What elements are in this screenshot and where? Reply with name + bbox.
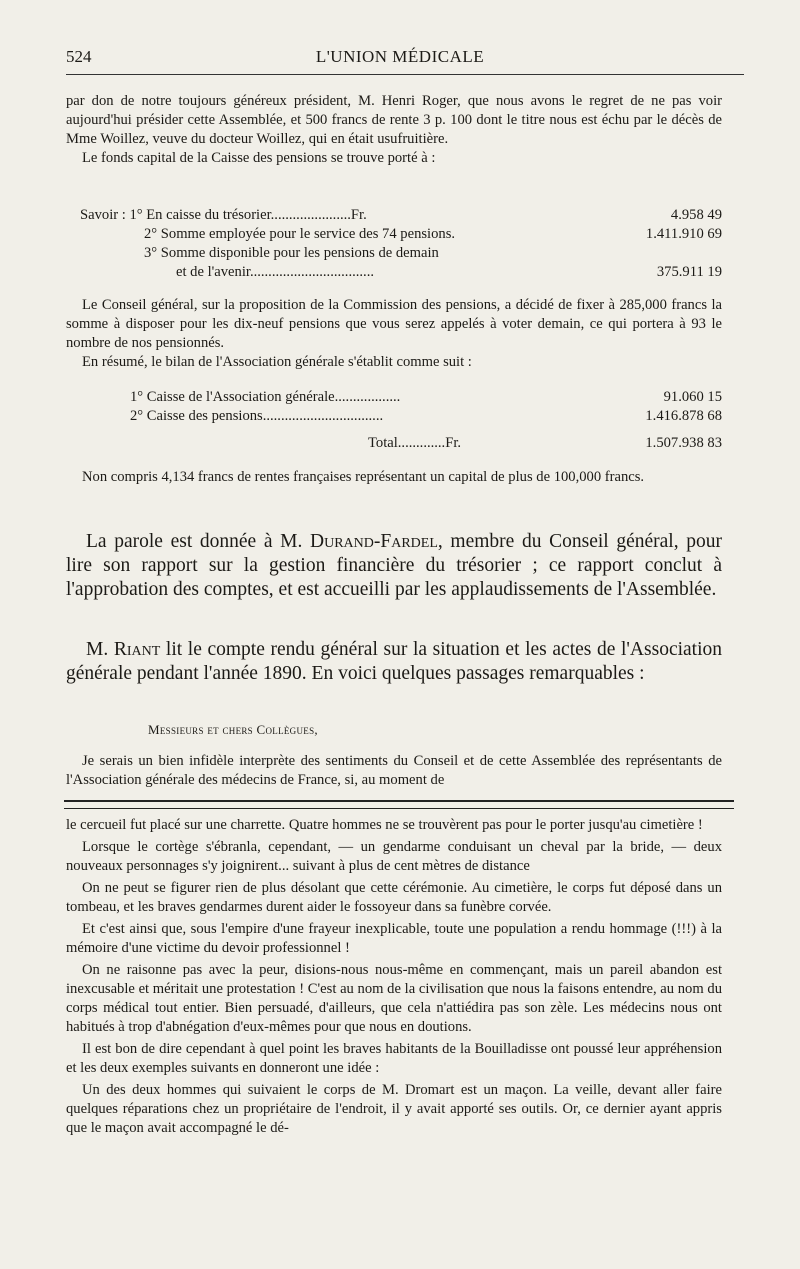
bilan-total-label: Total.............Fr.	[368, 435, 462, 451]
bilan-row-amount: 91.060 15	[663, 389, 722, 405]
riant-paragraph	[66, 638, 722, 686]
savoir-row-label: 2° Somme employée pour le service des 74 pensions.	[144, 226, 456, 242]
savoir-row-label: 3° Somme disponible pour les pensions de demain	[144, 245, 439, 261]
article-paragraph: On ne raisonne pas avec la peur, disions-nous nous-même en commençant, mais un pareil abandon est inexcusable et méritait une protestation ! C'est au nom de la civilisation que nous la faisons entendre, au nom du corps médical tout entier. Bien persuadé, d'ailleurs, que cela n'attiédira pas son zèle. Les médecins nous ont habitués à trop d'abnégation d'eux-mêmes pour que nous en doutions.	[66, 962, 722, 1035]
article-paragraph: Et c'est ainsi que, sous l'empire d'une frayeur inexplicable, toute une population a rendu hommage (!!!) à la mémoire d'une victime du devoir professionnel !	[66, 921, 722, 956]
article-paragraph: On ne peut se figurer rien de plus désolant que cette cérémonie. Au cimetière, le corps fut déposé dans un tombeau, et les braves gendarmes durent aider le fossoyeur dans sa funèbre corvée.	[66, 880, 722, 915]
bilan-total-row	[66, 434, 722, 453]
article-paragraph: Il est bon de dire cependant à quel point les braves habitants de la Bouilladisse ont poussé leur appréhension et les deux exemples suivants en donneront une idée :	[66, 1041, 722, 1076]
bilan-row-label: 1° Caisse de l'Association générale..................	[130, 389, 401, 405]
riant-speaker-name: Riant	[113, 639, 161, 660]
parole-speaker-name: Durand-Fardel	[310, 531, 438, 552]
speech-salutation: Messieurs et chers Collègues,	[148, 722, 318, 737]
savoir-row-amount: 1.411.910 69	[645, 226, 722, 242]
page-number: 524	[66, 47, 92, 66]
savoir-row	[66, 244, 722, 263]
savoir-row-label: Savoir : 1° En caisse du trésorier......................Fr.	[80, 207, 367, 223]
bilan-total-amount: 1.507.938 83	[645, 435, 722, 451]
savoir-row	[66, 225, 722, 244]
conseil-paragraphs	[66, 296, 722, 372]
article-paragraph: le cercueil fut placé sur une charrette. Quatre hommes ne se trouvèrent pas pour le porter jusqu'au cimetière !	[66, 817, 703, 833]
non-compris-paragraph	[66, 468, 722, 487]
savoir-table	[66, 206, 722, 282]
riant-text-before: M.	[86, 639, 114, 660]
page-header	[66, 47, 734, 69]
bilan-row	[66, 388, 722, 407]
bilan-row-label: 2° Caisse des pensions.................................	[130, 408, 384, 424]
conseil-paragraph: Le Conseil général, sur la proposition de la Commission des pensions, a décidé de fixer à 285,000 francs la somme à disposer pour les dix-neuf pensions que vous serez appelés à voter demain, ce qui portera à 93 le nombre de nos pensionnés.	[66, 297, 722, 351]
lower-article	[66, 816, 722, 1141]
journal-title: L'UNION MÉDICALE	[315, 47, 485, 66]
intro-paragraph: par don de notre toujours généreux président, M. Henri Roger, que nous avons le regret de ne pas voir aujourd'hui présider cette Assemblée, et 500 francs de rente 3 p. 100 dont le titre nous est échu par le décès de Mme Woillez, veuve du docteur Woillez, qui en était usufruitière.	[66, 93, 722, 147]
parole-text-before: La parole est donnée à M.	[86, 531, 311, 552]
riant-text-after: lit le compte rendu général sur la situation et les actes de l'Association générale pendant l'année 1890. En voici quelques passages remarquables :	[66, 639, 723, 684]
speech-start-paragraph	[66, 752, 722, 790]
bilan-row	[66, 407, 722, 426]
parole-text-after: , membre du Conseil général, pour lire son rapport sur la gestion financière du trésorier ; ce rapport conclut à l'approbation des comptes, et est accueilli par les applaudissements de l'Assemblée.	[66, 531, 722, 600]
speech-start-text: Je serais un bien infidèle interprète des sentiments du Conseil et de cette Assemblée des représentants de l'Association générale des médecins de France, si, au moment de	[66, 753, 722, 788]
savoir-row-amount: 4.958 49	[670, 207, 722, 223]
article-paragraph: Lorsque le cortège s'ébranla, cependant, — un gendarme conduisant un cheval par la bride, — deux nouveaux personnages s'y joignirent... suivant à plus de cent mètres de distance	[66, 839, 722, 874]
article-paragraph: Un des deux hommes qui suivaient le corps de M. Dromart est un maçon. La veille, devant aller faire quelques réparations chez un propriétaire de l'endroit, il y avait apporté ses outils. Or, ce dernier ayant appris que le maçon avait accompagné le dé-	[66, 1082, 722, 1136]
savoir-row-label: et de l'avenir..................................	[176, 264, 374, 280]
section-divider	[64, 800, 734, 809]
header-rule	[66, 74, 744, 75]
savoir-row-amount	[592, 244, 722, 263]
non-compris-text: Non compris 4,134 francs de rentes françaises représentant un capital de plus de 100,000 francs.	[82, 469, 645, 485]
savoir-row	[66, 263, 722, 282]
bilan-row-amount: 1.416.878 68	[645, 408, 722, 424]
bilan-table	[66, 388, 722, 453]
fonds-capital-line: Le fonds capital de la Caisse des pensions se trouve porté à :	[82, 150, 436, 166]
resume-line: En résumé, le bilan de l'Association générale s'établit comme suit :	[82, 354, 472, 370]
savoir-row-amount: 375.911 19	[656, 264, 722, 280]
savoir-row	[66, 206, 722, 225]
intro-paragraphs	[66, 92, 722, 168]
parole-paragraph	[66, 530, 722, 602]
